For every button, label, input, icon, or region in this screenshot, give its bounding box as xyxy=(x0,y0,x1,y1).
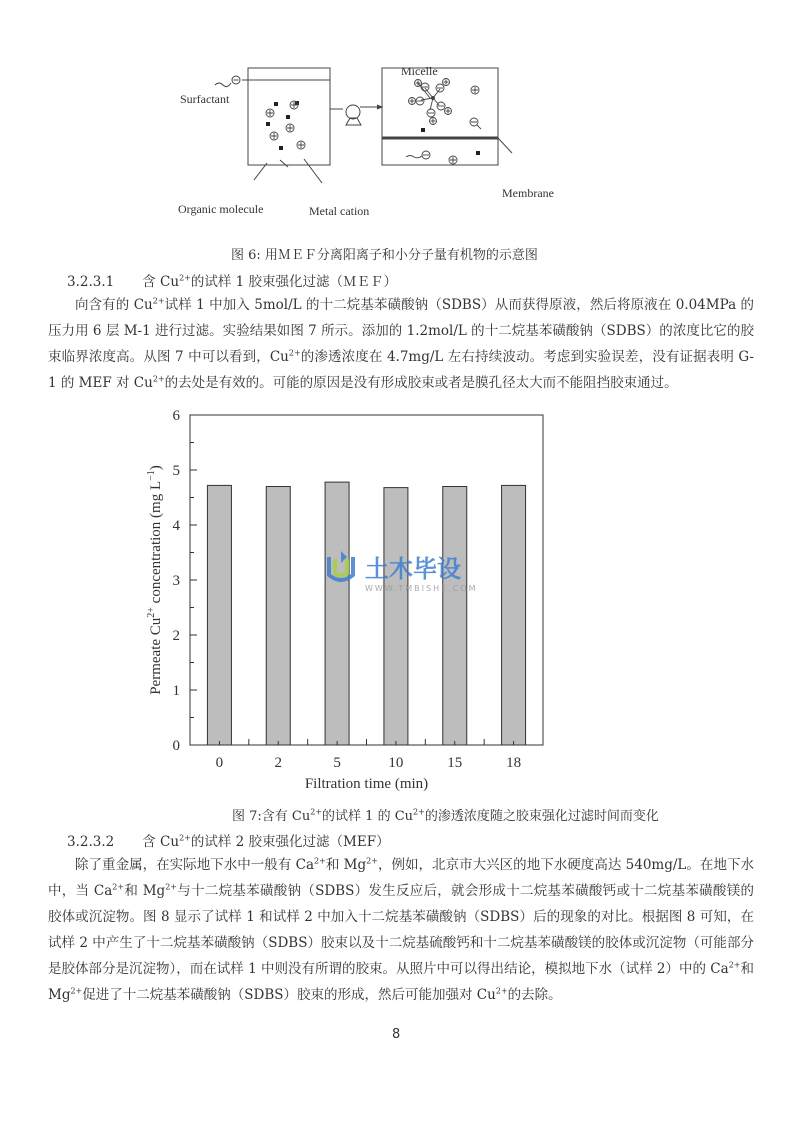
text: 的渗透浓度随之胶束强化过滤时间而变化 xyxy=(424,809,659,824)
section-title-part: 的试样 2 胶束强化过滤（MEF） xyxy=(190,834,390,850)
y-label-part: concentration (mg L xyxy=(148,480,164,608)
page-number: 8 xyxy=(392,1027,401,1042)
superscript: 2+ xyxy=(179,833,191,843)
paragraph-mef-sample2 xyxy=(48,852,754,1008)
y-axis-label xyxy=(146,465,164,695)
section-title-part: 含 Cu xyxy=(142,834,180,850)
label-surfactant: Surfactant xyxy=(180,92,230,106)
watermark-name: 土木毕设 xyxy=(365,555,461,583)
bar-2 xyxy=(266,487,290,746)
section-heading-3-2-3-1 xyxy=(67,270,397,290)
y-label-sup: −1 xyxy=(146,470,157,481)
surfactant-arrow-icon xyxy=(242,80,248,88)
surfactant-tail-icon xyxy=(215,83,231,87)
superscript: 2+ xyxy=(728,960,741,970)
section-number: 3.2.3.1 xyxy=(67,274,115,290)
section-title-part: 的试样 1 胶束强化过滤（ＭＥＦ） xyxy=(190,274,398,290)
text: 向含有的 Cu xyxy=(75,297,153,313)
text: 图 7:含有 Cu xyxy=(232,809,311,824)
superscript: 2+ xyxy=(152,296,165,306)
text: 的去处是有效的。可能的原因是没有形成胶束或者是膜孔径太大而不能阻挡胶束通过。 xyxy=(164,375,678,391)
x-tick-label: 10 xyxy=(388,755,404,771)
figure-6-caption: 图 6: 用ＭＥＦ分离阳离子和小分子量有机物的示意图 xyxy=(231,248,538,263)
metal-cation-pointer xyxy=(304,159,322,183)
x-tick-label: 0 xyxy=(215,755,224,771)
text: 和 Mg xyxy=(325,857,367,873)
x-tick-label: 15 xyxy=(447,755,463,771)
superscript: 2+ xyxy=(366,856,378,866)
text: 和 Mg xyxy=(124,883,166,899)
label-organic-molecule: Organic molecule xyxy=(178,202,264,216)
text: 和 Mg xyxy=(48,961,754,1003)
text: 除了重金属，在实际地下水中一般有 Ca xyxy=(75,857,315,873)
filtration-cell xyxy=(382,68,498,165)
y-tick-label: 0 xyxy=(172,738,180,754)
bar-5 xyxy=(325,482,349,745)
bar-10 xyxy=(384,488,408,745)
text: 的试样 1 的 Cu xyxy=(322,809,414,824)
y-label-sup: 2+ xyxy=(146,607,157,618)
text: 的去除。 xyxy=(507,987,562,1003)
bar-15 xyxy=(443,487,467,746)
x-tick-label: 18 xyxy=(506,755,522,771)
label-metal-cation: Metal cation xyxy=(309,204,370,218)
bar-0 xyxy=(207,485,231,745)
section-title-part: 含 Cu xyxy=(142,274,180,290)
y-tick-label: 5 xyxy=(172,463,180,479)
y-label-part: ) xyxy=(148,465,164,471)
y-tick-label: 1 xyxy=(172,683,180,699)
section-heading-3-2-3-2 xyxy=(67,830,390,850)
y-tick-label: 3 xyxy=(172,573,180,589)
superscript: 2+ xyxy=(314,856,326,866)
x-tick-label: 5 xyxy=(333,755,341,771)
text: ，例如，北京市大兴区的地下水硬度高达 540mg/L。在地下水中，当 Ca xyxy=(48,857,754,899)
x-axis-label: Filtration time (min) xyxy=(304,776,429,792)
superscript: 2+ xyxy=(179,273,191,283)
text: 试样 1 中加入 5mol/L 的十二烷基苯磺酸钠（SDBS）从而获得原液，然后将原液在 0.04MPa 的压力用 6 层 M-1 进行过滤。实验结果如图 7 所示。添加的 1.2mol/L 的十二烷基苯磺酸钠（SDBS）的浓度比它的胶束临界浓度高。从图 7 中可以看到，Cu xyxy=(48,297,754,365)
x-tick-label: 2 xyxy=(274,755,282,771)
y-tick-label: 2 xyxy=(172,628,180,644)
superscript: 2+ xyxy=(70,986,83,996)
figure-7-caption xyxy=(232,805,659,824)
superscript: 2+ xyxy=(288,348,301,358)
text: 促进了十二烷基苯磺酸钠（SDBS）胶束的形成，然后可能加强对 Cu xyxy=(82,987,496,1003)
text: 的渗透浓度在 4.7mg/L 左右持续波动。考虑到实验误差，没有证据表明 G-1 的 MEF 对 Cu xyxy=(48,349,754,391)
y-label-part: Permeate Cu xyxy=(148,617,164,695)
permeate-concentration-bar-chart xyxy=(140,404,560,792)
bar-18 xyxy=(502,485,526,745)
superscript: 2+ xyxy=(413,807,425,817)
paragraph-mef-sample1 xyxy=(48,292,754,396)
text: 与十二烷基苯磺酸钠（SDBS）发生反应后，就会形成十二烷基苯磺酸钙或十二烷基苯磺酸镁的胶体或沉淀物。图 8 显示了试样 1 和试样 2 中加入十二烷基苯磺酸钠（SDBS）后的现象的对比。根据图 8 可知，在试样 2 中产生了十二烷基苯磺酸钠（SDBS）胶束以及十二烷基硫酸钙和十二烷基苯磺酸镁的胶体或沉淀物（可能部分是胶体部分是沉淀物），而在试样 1 中则没有所谓的胶束。从照片中可以得出结论，模拟地下水（试样 2）中的 Ca xyxy=(48,883,754,977)
section-number: 3.2.3.2 xyxy=(67,834,115,850)
watermark-logo xyxy=(325,547,515,597)
label-membrane: Membrane xyxy=(502,186,554,200)
organic-molecule-pointer xyxy=(254,163,267,180)
pump-icon xyxy=(346,105,360,119)
y-tick-label: 4 xyxy=(172,518,180,534)
superscript: 2+ xyxy=(152,374,165,384)
metal-cations xyxy=(266,86,479,164)
label-micelle: Micelle xyxy=(401,64,438,78)
watermark-url: WWW.TMBISHE.COM xyxy=(365,584,478,593)
superscript: 2+ xyxy=(112,882,125,892)
superscript: 2+ xyxy=(310,807,323,817)
micelle-icon xyxy=(406,79,481,160)
membrane-pointer xyxy=(498,138,512,153)
superscript: 2+ xyxy=(495,986,508,996)
mef-schematic-diagram xyxy=(170,55,610,230)
y-tick-label: 6 xyxy=(172,408,180,424)
superscript: 2+ xyxy=(165,882,177,892)
